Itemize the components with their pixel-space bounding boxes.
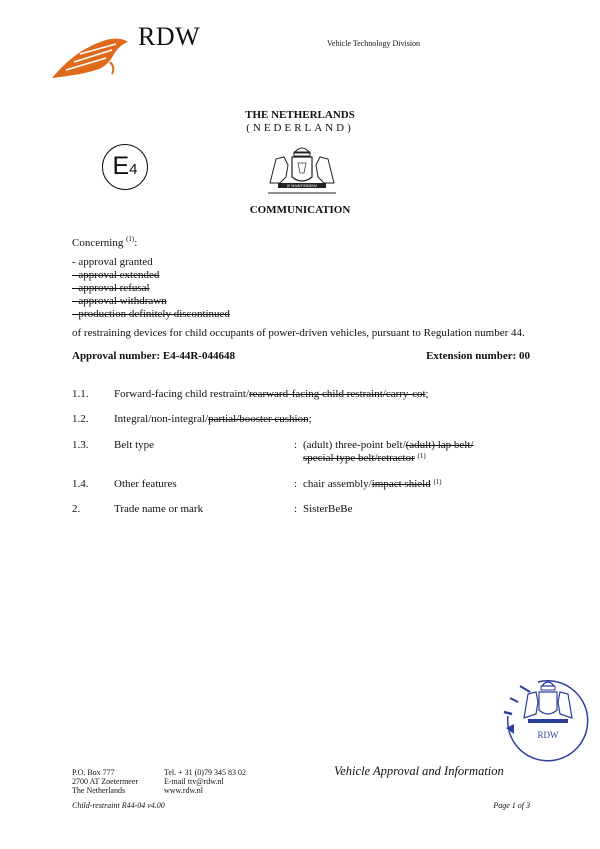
item-text: ; bbox=[425, 388, 429, 400]
item-number: 1.2. bbox=[72, 413, 89, 425]
approval-number: Approval number: E4-44R-044648 bbox=[72, 350, 235, 362]
item-number: 1.3. bbox=[72, 439, 89, 451]
item-text: ; bbox=[308, 413, 312, 425]
other-features-value bbox=[303, 478, 442, 491]
purpose-text: of restraining devices for child occupants of power-driven vehicles, pursuant to Regulation number 44. bbox=[72, 327, 525, 339]
item-colon: : bbox=[294, 478, 298, 490]
email-address: E-mail ttv@rdw.nl bbox=[164, 777, 224, 786]
item-text: (adult) three-point belt/ bbox=[303, 439, 406, 451]
address-line: 2700 AT Zoetermeer bbox=[72, 777, 139, 786]
item-label: Other features bbox=[114, 478, 177, 490]
coat-motto: JE MAINTIENDRAI bbox=[287, 184, 317, 188]
rdw-official-stamp-icon bbox=[498, 676, 590, 768]
item-struck-text: rearward-facing child restraint/carry-cot bbox=[249, 388, 426, 400]
address-line: P.O. Box 777 bbox=[72, 768, 115, 777]
phone-number: Tel. + 31 (0)79 345 83 02 bbox=[164, 768, 246, 777]
item-number: 1.1. bbox=[72, 388, 89, 400]
item-struck-text: special type belt/retractor bbox=[303, 452, 415, 464]
department-name: Vehicle Approval and Information bbox=[334, 764, 504, 778]
document-reference: Child-restraint R44-04 v4.00 bbox=[72, 801, 165, 810]
item-text: Integral/non-integral/ bbox=[114, 413, 209, 425]
item-integral-type bbox=[114, 413, 312, 425]
option-approval-granted: - approval granted bbox=[72, 256, 153, 268]
item-colon: : bbox=[294, 439, 298, 451]
item-struck-text: impact shield bbox=[371, 478, 431, 490]
approval-mark-number: 4 bbox=[129, 161, 138, 178]
division-label: Vehicle Technology Division bbox=[327, 39, 421, 48]
item-number: 1.4. bbox=[72, 478, 89, 490]
concerning-label bbox=[72, 237, 137, 249]
rdw-feather-logo-icon bbox=[50, 32, 130, 80]
item-struck-text: (adult) lap belt/ bbox=[405, 439, 474, 451]
concerning-text: Concerning bbox=[72, 237, 124, 249]
option-approval-refusal: - approval refusal bbox=[72, 282, 150, 294]
country-heading: THE NETHERLANDS bbox=[245, 109, 355, 121]
item-colon: : bbox=[294, 503, 298, 515]
extension-number: Extension number: 00 bbox=[426, 350, 530, 362]
item-text: Forward-facing child restraint/ bbox=[114, 388, 250, 400]
concerning-colon: : bbox=[134, 237, 138, 249]
footnote-marker: (1) bbox=[433, 478, 442, 486]
contact-details bbox=[164, 768, 246, 795]
trade-name-value: SisterBeBe bbox=[303, 503, 353, 515]
footnote-marker: (1) bbox=[126, 235, 135, 243]
option-approval-withdrawn: - approval withdrawn bbox=[72, 295, 167, 307]
e4-approval-mark bbox=[102, 144, 148, 190]
item-text: chair assembly/ bbox=[303, 478, 372, 490]
item-number: 2. bbox=[72, 503, 81, 515]
footnote-marker: (1) bbox=[417, 452, 426, 460]
website-link: www.rdw.nl bbox=[164, 786, 203, 795]
coat-of-arms-icon bbox=[262, 143, 342, 198]
item-label: Belt type bbox=[114, 439, 155, 451]
country-native-heading: (NEDERLAND) bbox=[246, 122, 354, 134]
item-restraint-type bbox=[114, 388, 429, 400]
postal-address bbox=[72, 768, 138, 795]
approval-mark-letter: E bbox=[112, 152, 130, 180]
option-production-discontinued: - production definitely discontinued bbox=[72, 308, 230, 320]
page-number: Page 1 of 3 bbox=[493, 801, 530, 810]
belt-type-value bbox=[303, 439, 473, 465]
rdw-logo-text: RDW bbox=[138, 22, 201, 51]
stamp-text: RDW bbox=[537, 730, 559, 740]
address-line: The Netherlands bbox=[72, 786, 126, 795]
document-title: COMMUNICATION bbox=[249, 204, 351, 216]
item-struck-text: partial/booster cushion bbox=[208, 413, 309, 425]
option-approval-extended: - approval extended bbox=[72, 269, 160, 281]
item-label: Trade name or mark bbox=[114, 503, 204, 515]
